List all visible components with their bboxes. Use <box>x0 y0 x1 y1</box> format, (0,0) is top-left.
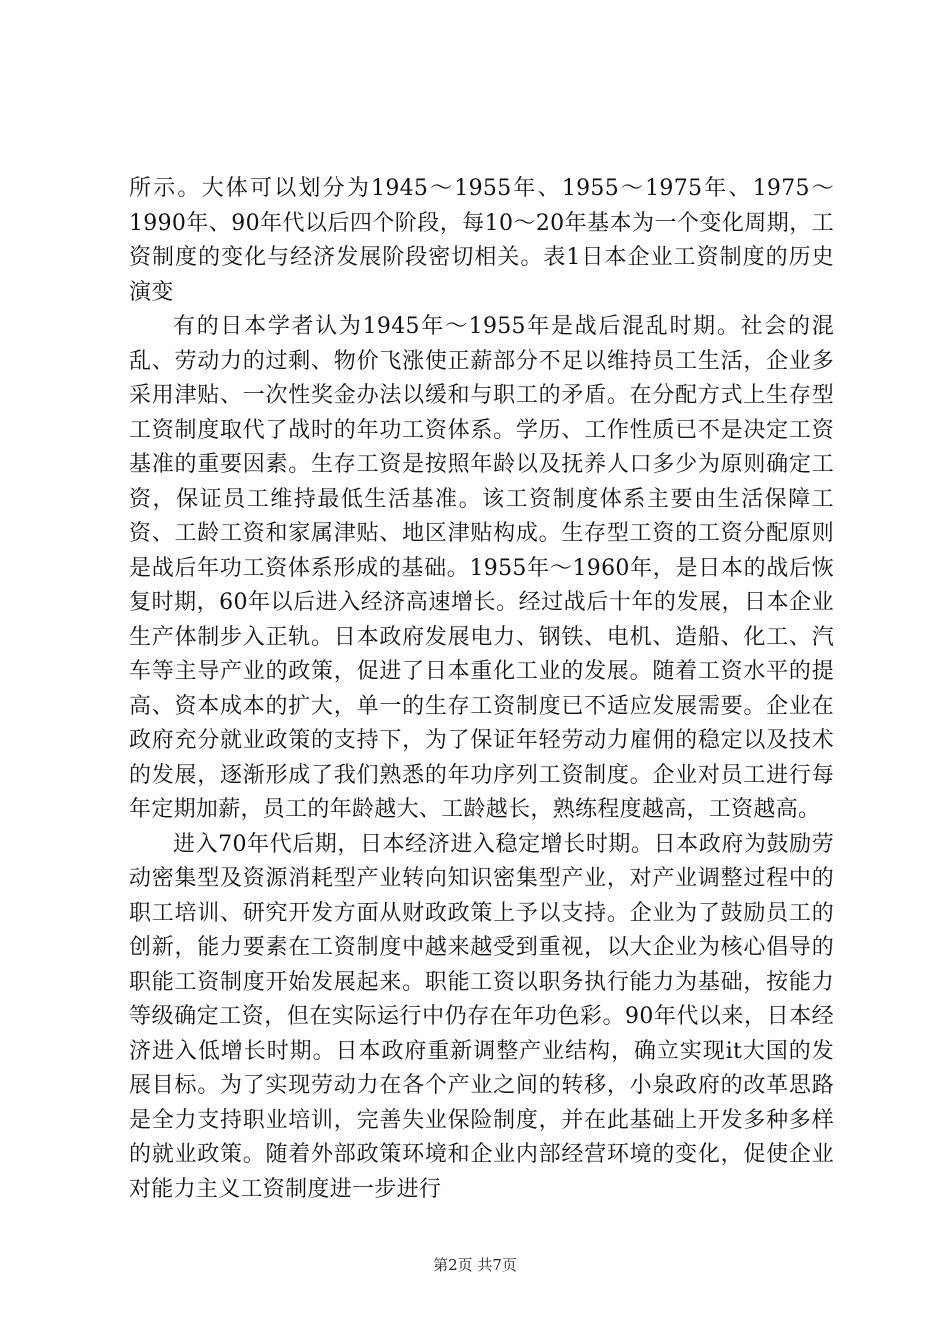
paragraph-1: 所示。大体可以划分为1945～1955年、1955～1975年、1975～1990年、90年代以后四个阶段，每10～20年基本为一个变化周期，工资制度的变化与经济发展阶段密切相关。表1日本企业工资制度的历史演变 <box>129 176 834 305</box>
paragraph-3: 进入70年代后期，日本经济进入稳定增长时期。日本政府为鼓励劳动密集型及资源消耗型产业转向知识密集型产业，对产业调整过程中的职工培训、研究开发方面从财政政策上予以支持。企业为了鼓励员工的创新，能力要素在工资制度中越来越受到重视，以大企业为核心倡导的职能工资制度开始发展起来。职能工资以职务执行能力为基础，按能力等级确定工资，但在实际运行中仍存在年功色彩。90年代以来，日本经济进入低增长时期。日本政府重新调整产业结构，确立实现it大国的发展目标。为了实现劳动力在各个产业之间的转移，小泉政府的改革思路是全力支持职业培训，完善失业保险制度，并在此基础上开发多种多样的就业政策。随着外部政策环境和企业内部经营环境的变化，促使企业对能力主义工资制度进一步进行 <box>129 831 834 1202</box>
document-body <box>129 172 834 1207</box>
page-number-footer: 第2页 共7页 <box>433 1256 517 1274</box>
paragraph-2: 有的日本学者认为1945年～1955年是战后混乱时期。社会的混乱、劳动力的过剩、物价飞涨使正薪部分不足以维持员工生活，企业多采用津贴、一次性奖金办法以缓和与职工的矛盾。在分配方式上生存型工资制度取代了战时的年功工资体系。学历、工作性质已不是决定工资基准的重要因素。生存工资是按照年龄以及抚养人口多少为原则确定工资，保证员工维持最低生活基准。该工资制度体系主要由生活保障工资、工龄工资和家属津贴、地区津贴构成。生存型工资的工资分配原则是战后年功工资体系形成的基础。1955年～1960年，是日本的战后恢复时期，60年以后进入经济高速增长。经过战后十年的发展，日本企业生产体制步入正轨。日本政府发展电力、钢铁、电机、造船、化工、汽车等主导产业的政策，促进了日本重化工业的发展。随着工资水平的提高、资本成本的扩大，单一的生存工资制度已不适应发展需要。企业在政府充分就业政策的支持下，为了保证年轻劳动力雇佣的稳定以及技术的发展，逐渐形成了我们熟悉的年功序列工资制度。企业对员工进行每年定期加薪，员工的年龄越大、工龄越长，熟练程度越高，工资越高。 <box>129 314 834 822</box>
